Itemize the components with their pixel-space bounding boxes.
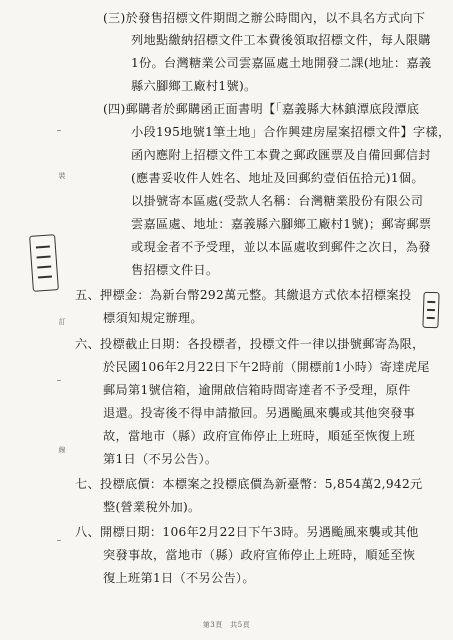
text-line: (應書妥收件人姓名、地址及回郵約壹佰伍拾元)1個。 <box>131 171 424 185</box>
text-line: (三)於發售招標文件期間之辦公時間內，以不具名方式向下 <box>103 11 426 25</box>
seal-stamp-left <box>29 234 59 292</box>
text-line: 八、開標日期：106年2月22日下午3時。另遇颱風來襲或其他 <box>75 525 419 539</box>
text-line: 突發事故，當地市（縣）政府宣佈停止上班時，順延至恢 <box>103 548 416 562</box>
text-line: 五、押標金：為新台幣292萬元整。其繳退方式依本招標案投 <box>75 288 412 302</box>
text-line: 六、投標截止日期：各投標者，投標文件一律以掛號郵寄為限， <box>75 337 425 351</box>
binding-tick <box>57 380 61 381</box>
text-line: 函內應附上招標文件工本費之郵政匯票及自備回郵信封 <box>131 148 431 162</box>
text-line: (四)郵購者於郵購函正面書明【「嘉義縣大林鎮潭底段潭底 <box>103 102 420 116</box>
text-line: 列地點繳納招標文件工本費後領取招標文件，每人限購 <box>131 33 431 47</box>
text-line: 1份。台灣糖業公司雲嘉區處土地開發二課(地址：嘉義 <box>131 56 432 70</box>
binding-tick <box>57 130 61 131</box>
text-line: 故，當地市（縣）政府宣佈停止上班時，順延至恢復上班 <box>103 429 416 443</box>
text-line: 整(營業稅外加)。 <box>103 500 201 514</box>
binding-mark-zhuang: 裝 <box>58 172 66 180</box>
text-line: 第1日（不另公告）。 <box>103 452 218 466</box>
text-line: 售招標文件日。 <box>131 263 219 277</box>
page-footer: 第3頁 共5頁 <box>202 621 251 629</box>
text-line: 於民國106年2月22日下午2時前（開標前1小時）寄達虎尾 <box>103 360 430 374</box>
binding-mark-xian: 線 <box>58 446 66 454</box>
text-line: 復上班第1日（不另公告）。 <box>103 571 255 585</box>
text-line: 或現金者不予受理，並以本區處收到郵件之次日，為發 <box>131 240 431 254</box>
binding-tick <box>57 540 61 541</box>
text-line: 縣六腳鄉工廠村1號)。 <box>131 79 257 93</box>
text-line: 郵局第1號信箱，逾開啟信箱時間寄達者不予受理，原件 <box>103 383 411 397</box>
binding-mark-ding: 訂 <box>58 318 66 326</box>
text-line: 小段195地號1筆土地」合作興建房屋案招標文件】字樣， <box>131 125 451 139</box>
text-line: 以掛號寄本區處(受款人名稱：台灣糖業股份有限公司 <box>131 194 424 208</box>
text-line: 雲嘉區處、地址：嘉義縣六腳鄉工廠村1號)；郵寄郵票 <box>131 217 432 231</box>
text-line: 退還。投寄後不得申請撤回。另遇颱風來襲或其他突發事 <box>103 406 416 420</box>
text-line: 標須知規定辦理。 <box>103 311 203 325</box>
seal-stamp-right <box>422 292 439 329</box>
text-line: 七、投標底價：本標案之投標底價為新臺幣：5,854萬2,942元 <box>75 477 423 491</box>
